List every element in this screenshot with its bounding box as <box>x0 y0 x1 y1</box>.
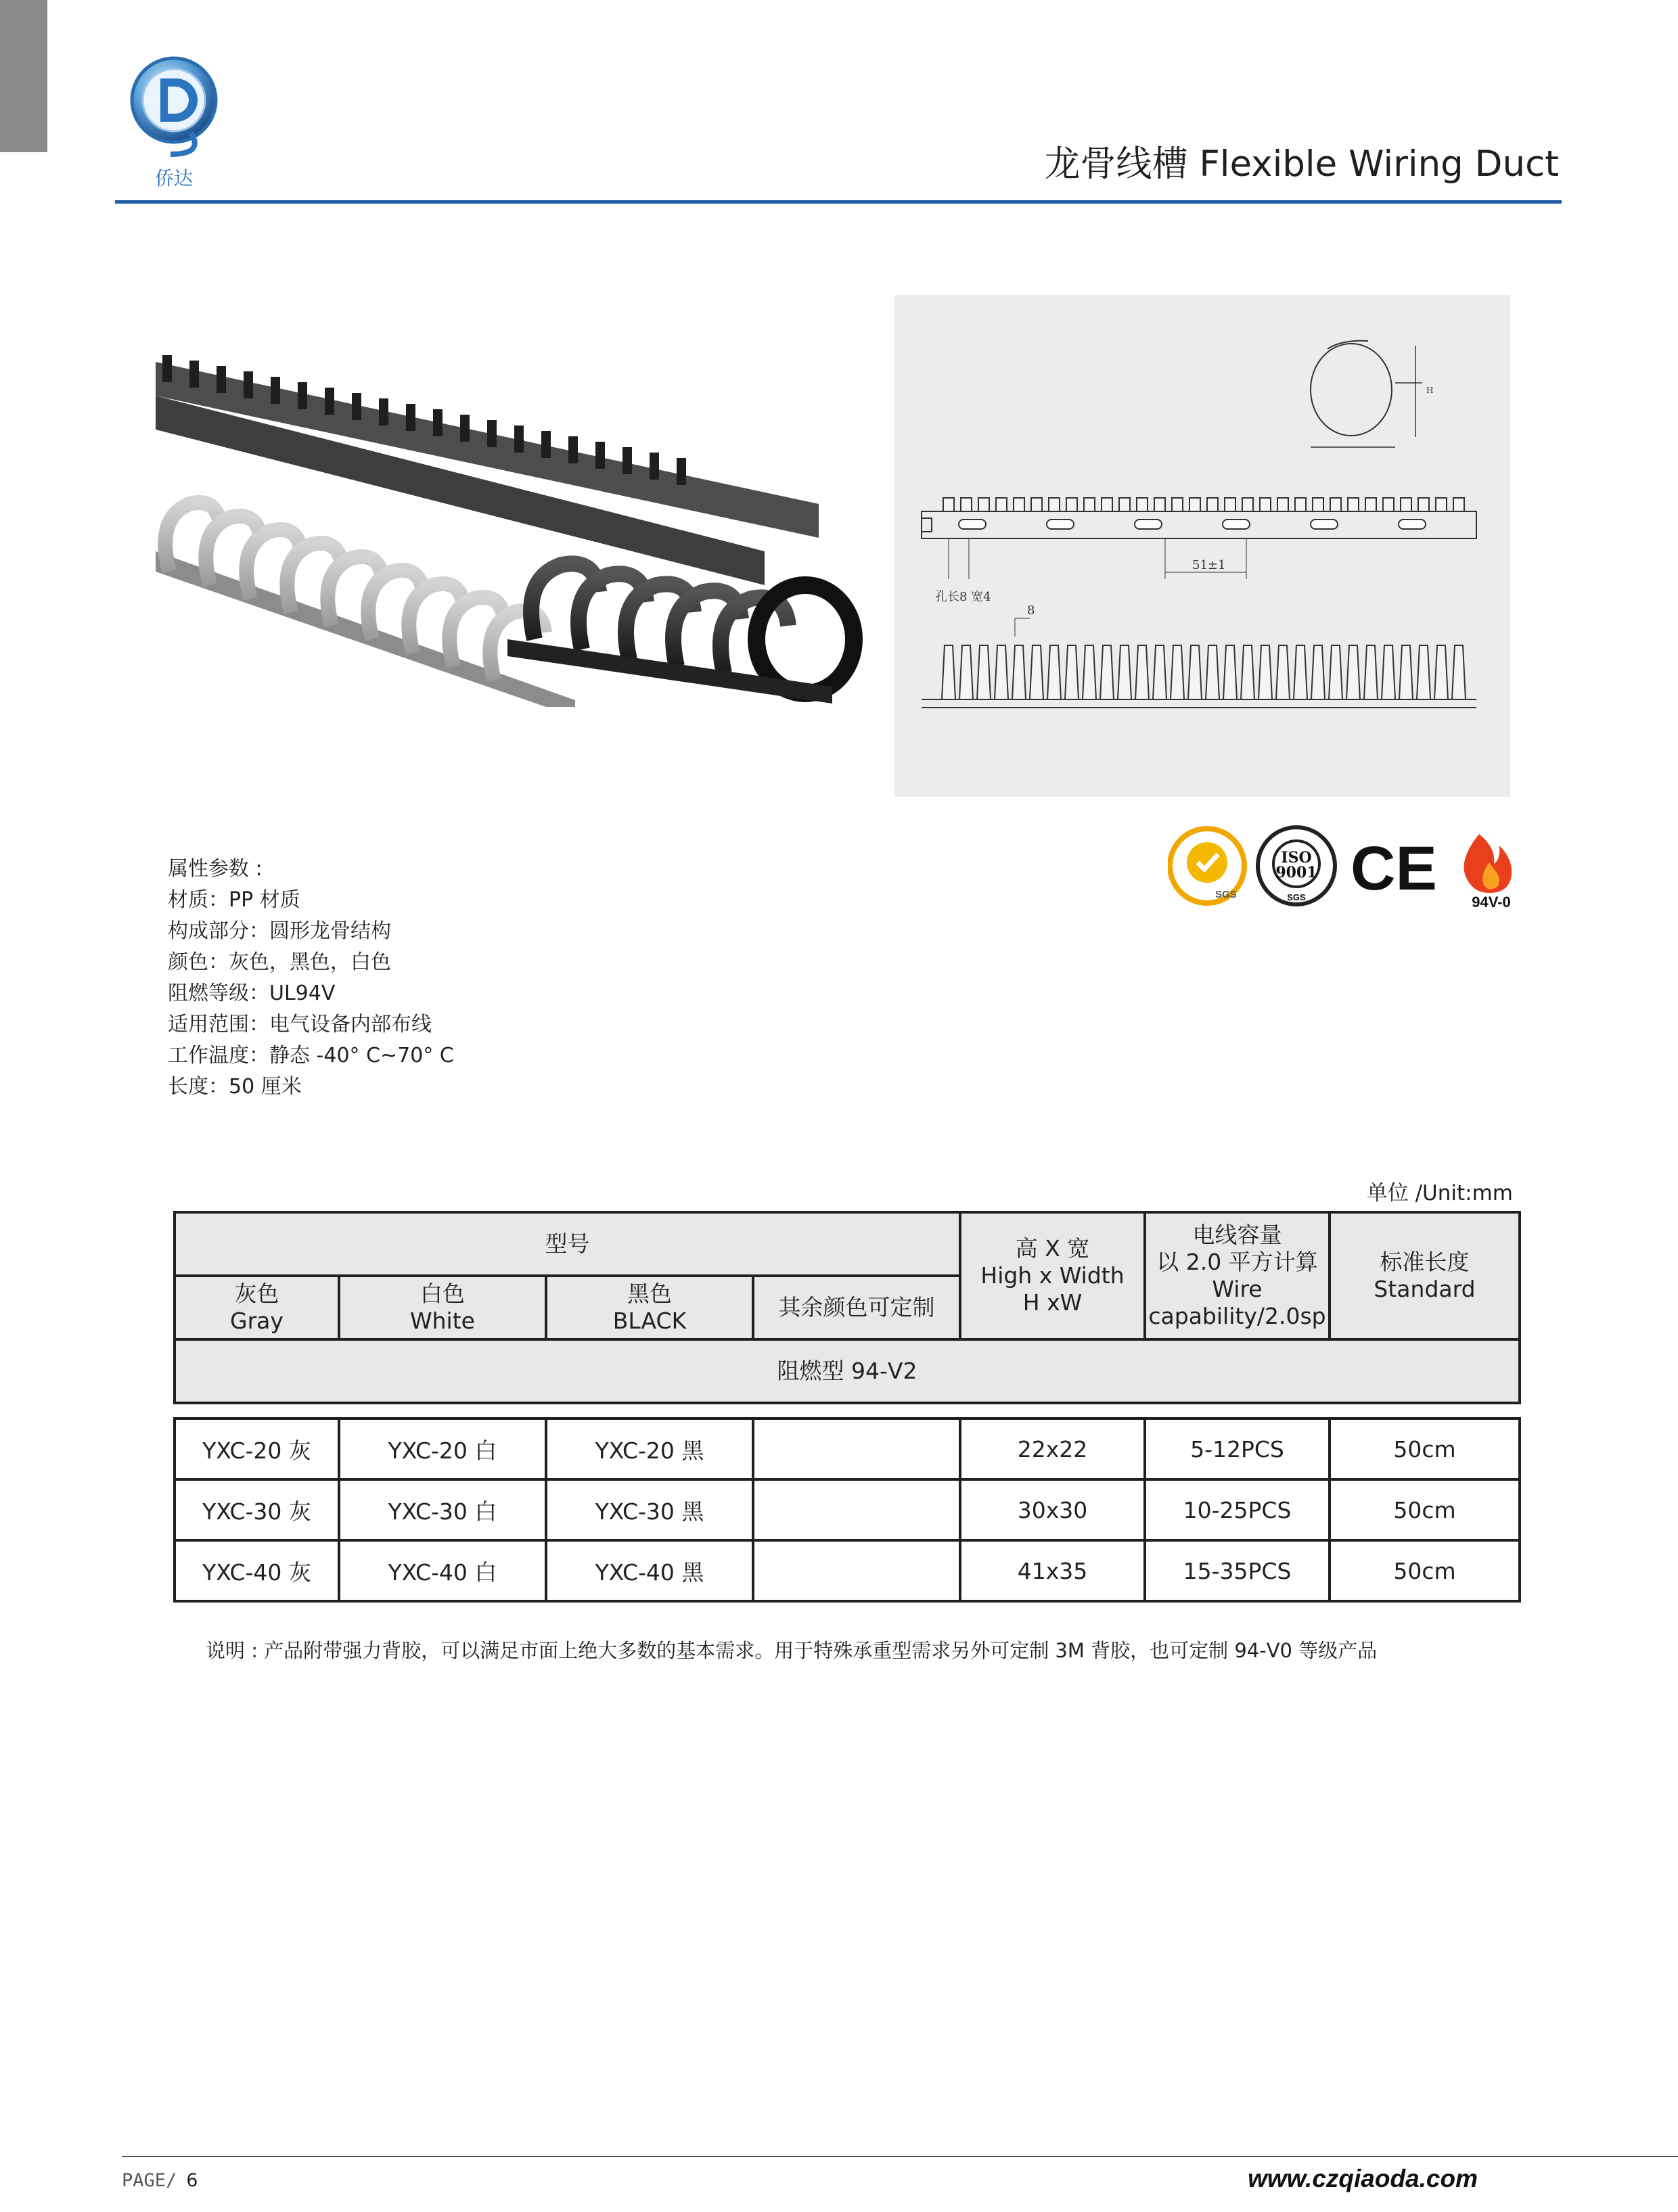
flame-icon <box>1464 834 1512 910</box>
product-properties <box>168 854 454 1103</box>
hole-label: 孔长8 宽4 <box>935 590 991 604</box>
white-column-header: 白色 White <box>339 1276 546 1339</box>
pitch-label: 51±1 <box>1192 558 1226 572</box>
page-number: 6 <box>186 2170 198 2191</box>
custom-model-cell <box>753 1419 960 1479</box>
black-model-cell: YXC-40 黑 <box>546 1540 753 1601</box>
property-temperature: 工作温度：静态 -40° C~70° C <box>168 1044 454 1067</box>
page-label: PAGE/ <box>122 2170 177 2191</box>
gray-model-cell: YXC-40 灰 <box>175 1540 339 1601</box>
product-photo <box>156 348 873 707</box>
section-label: 阻燃型 94-V2 <box>175 1339 1520 1403</box>
table-row <box>175 1540 1520 1601</box>
fire-rating-label: 94V-0 <box>1472 894 1511 910</box>
iso-number: 9001 <box>1275 864 1317 881</box>
website-link[interactable]: www.czqiaoda.com <box>1248 2165 1478 2192</box>
iso-sgs-label: SGS <box>1287 892 1306 902</box>
unit-label: 单位 /Unit:mm <box>1366 1181 1513 1205</box>
properties-heading: 属性参数 : <box>168 857 263 881</box>
table-row <box>175 1419 1520 1479</box>
length-cell: 50cm <box>1330 1419 1520 1479</box>
capacity-cell: 15-35PCS <box>1145 1540 1330 1601</box>
spec-header-table <box>173 1211 1521 1404</box>
property-colors: 颜色：灰色，黑色，白色 <box>168 950 391 974</box>
custom-model-cell <box>753 1540 960 1601</box>
iso-label: ISO <box>1281 849 1312 867</box>
gray-model-cell: YXC-20 灰 <box>175 1419 339 1479</box>
white-model-cell: YXC-40 白 <box>339 1540 546 1601</box>
size-cell: 41x35 <box>960 1540 1145 1601</box>
white-model-cell: YXC-20 白 <box>339 1419 546 1479</box>
black-model-cell: YXC-20 黑 <box>546 1419 753 1479</box>
property-length: 长度：50 厘米 <box>168 1075 302 1099</box>
custom-color-column-header: 其余颜色可定制 <box>753 1276 960 1339</box>
page-indicator <box>122 2170 198 2191</box>
custom-model-cell <box>753 1479 960 1540</box>
page-tab-marker <box>0 0 47 152</box>
capacity-cell: 5-12PCS <box>1145 1419 1330 1479</box>
size-cell: 22x22 <box>960 1419 1145 1479</box>
height-label: H <box>1426 386 1434 395</box>
gray-model-cell: YXC-30 灰 <box>175 1479 339 1540</box>
property-material: 材质：PP 材质 <box>168 888 300 912</box>
table-row <box>175 1479 1520 1540</box>
certification-marks <box>1168 822 1520 910</box>
black-column-header: 黑色 BLACK <box>546 1276 753 1339</box>
tooth-label: 8 <box>1027 603 1035 618</box>
property-flame-rating: 阻燃等级：UL94V <box>168 982 336 1005</box>
sgs-label: SGS <box>1215 889 1237 900</box>
capacity-cell: 10-25PCS <box>1145 1479 1330 1540</box>
company-logo <box>123 53 225 195</box>
sgs-badge <box>1170 829 1244 903</box>
spec-data-table <box>173 1417 1521 1603</box>
ce-mark: CE <box>1351 834 1437 903</box>
length-header: 标准长度 Standard <box>1330 1212 1520 1339</box>
white-model-cell: YXC-30 白 <box>339 1479 546 1540</box>
footer-divider <box>122 2156 1678 2157</box>
iso-9001-badge <box>1258 827 1335 904</box>
model-header: 型号 <box>175 1212 960 1276</box>
drawing-svg <box>894 295 1510 797</box>
black-model-cell: YXC-30 黑 <box>546 1479 753 1540</box>
gray-column-header: 灰色 Gray <box>175 1276 339 1339</box>
size-cell: 30x30 <box>960 1479 1145 1540</box>
technical-drawing <box>894 295 1510 797</box>
capacity-header: 电线容量 以 2.0 平方计算 Wire capability/2.0sp <box>1145 1212 1330 1339</box>
property-application: 适用范围：电气设备内部布线 <box>168 1013 432 1036</box>
length-cell: 50cm <box>1330 1479 1520 1540</box>
product-note: 说明 : 产品附带强力背胶，可以满足市面上绝大多数的基本需求。用于特殊承重型需求另外可定制 3M 背胶，也可定制 94-V0 等级产品 <box>206 1639 1378 1662</box>
property-structure: 构成部分：圆形龙骨结构 <box>168 919 391 943</box>
logo-text: 侨达 <box>154 167 194 189</box>
page-title: 龙骨线槽 Flexible Wiring Duct <box>1044 143 1559 185</box>
size-header: 高 X 宽 High x Width H xW <box>960 1212 1145 1339</box>
header-divider <box>115 200 1562 204</box>
length-cell: 50cm <box>1330 1540 1520 1601</box>
